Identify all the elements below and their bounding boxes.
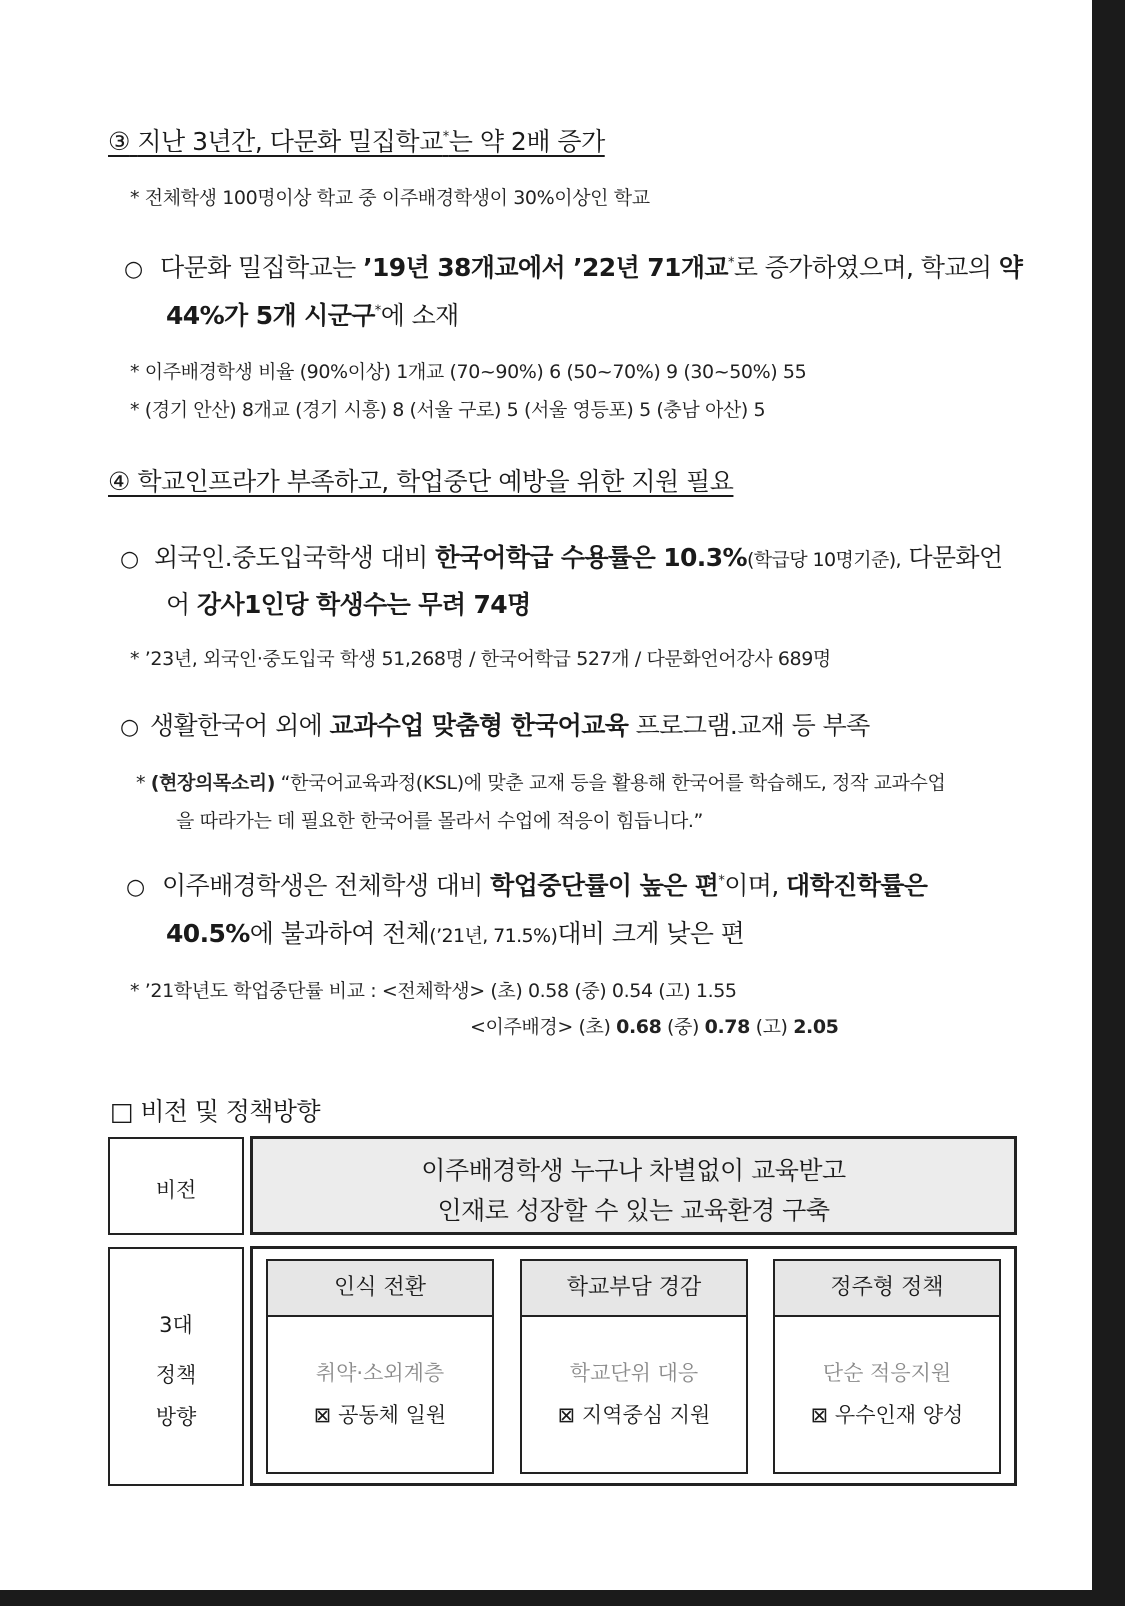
note-value: 2.05 [793,1016,839,1038]
para-text: 에 불과하여 전체 [249,919,430,948]
section3-heading-num: ③ [108,127,130,156]
section4-heading: ④ 학교인프라가 부족하고, 학업중단 예방을 위한 지원 필요 [108,467,734,496]
footnote-marker: * [442,129,449,145]
para-small: (’21년, 71.5%) [429,925,558,947]
section3-heading [108,122,605,158]
section3-paragraph-line2 [166,296,459,332]
field-voice-line1 [136,768,945,795]
vision-label: 비전 [155,1178,197,1202]
para-text: 대비 크게 낮은 편 [557,919,745,948]
para-text: 프로그램.교재 등 부족 [628,711,870,740]
policy-column-to: ⊠ 우수인재 양성 [810,1403,964,1427]
para-text: 외국인.중도입국학생 대비 [153,543,436,572]
policy-label-line2: 정책 [155,1363,197,1387]
vision-heading: □ 비전 및 정책방향 [110,1097,320,1126]
footnote-marker: * [718,873,725,889]
section4-note1: * ’23년, 외국인·중도입국 학생 51,268명 / 한국어학급 527개 / 다문화언어강사 689명 [130,648,831,670]
policy-column-to: ⊠ 공동체 일원 [313,1403,447,1427]
footnote-marker: * [727,255,734,271]
para-bold: 44%가 5개 시군구 [166,301,375,330]
para-bold: 약 [998,253,1023,282]
footnote-star: * [136,772,151,794]
policy-label-line3: 방향 [155,1405,197,1429]
para-bold: 40.5% [166,919,250,948]
para-text: 이며, [724,871,787,900]
para-small: (학급당 10명기준), [746,549,901,571]
section3-heading-tail: 는 약 2배 증가 [448,127,605,156]
vision-line2: 인재로 성장할 수 있는 교육환경 구축 [437,1196,830,1225]
section4-note3 [470,1012,839,1039]
section4-paragraph3-line2 [166,914,744,950]
policy-column-head: 정주형 정책 [775,1261,999,1317]
para-text: 생활한국어 외에 [149,711,330,740]
policy-column-head: 인식 전환 [268,1261,492,1317]
section4-paragraph1-line2 [166,585,531,621]
para-bold: 한국어학급 수용률은 10.3% [435,543,747,572]
para-text: 어 [166,590,197,619]
policy-column-settlement [773,1259,1001,1474]
section4-paragraph1-line1 [120,538,1003,574]
policy-label-cell [108,1247,244,1486]
note-text: (중) [661,1016,705,1038]
policy-column-from: 취약·소외계층 [315,1361,445,1385]
policy-column-from: 단순 적응지원 [822,1361,952,1385]
para-bold: 교과수업 맞춤형 한국어교육 [329,711,629,740]
para-text: 에 소재 [380,301,459,330]
section3-note: * 전체학생 100명이상 학교 중 이주배경학생이 30%이상인 학교 [130,187,650,209]
section3-paragraph-line1 [124,248,1022,284]
vision-line1: 이주배경학생 누구나 차별없이 교육받고 [421,1156,846,1185]
vision-statement-box [250,1136,1017,1235]
note-value: 0.78 [704,1016,750,1038]
footnote-marker: * [374,303,381,319]
policy-column-school-burden [520,1259,748,1474]
policy-column-from: 학교단위 대응 [569,1361,699,1385]
para-bold: 대학진학률은 [786,871,928,900]
section3-heading-text: 지난 3년간, 다문화 밀집학교 [137,127,443,156]
para-bold: 강사1인당 학생수는 무려 74명 [196,590,531,619]
section4-paragraph3-line1 [126,866,927,902]
para-text: 다문화 밀집학교는 [159,253,364,282]
note-text: <이주배경> (초) [470,1016,617,1038]
para-text: 다문화언 [900,543,1003,572]
para-bold: ’19년 38개교에서 ’22년 71개교 [363,253,728,282]
field-voice-text: “한국어교육과정(KSL)에 맞춘 교재 등을 활용해 한국어를 학습해도, 정작 교과수업 [275,772,946,794]
policy-column-head: 학교부담 경감 [522,1261,746,1317]
policy-column-awareness [266,1259,494,1474]
note-text: (고) [749,1016,794,1038]
policy-column-to: ⊠ 지역중심 지원 [557,1403,711,1427]
bullet-circle: ○ [120,715,139,740]
section3-note3: * (경기 안산) 8개교 (경기 시흥) 8 (서울 구로) 5 (서울 영등포) 5 (충남 아산) 5 [130,399,766,421]
para-bold: 학업중단률이 높은 편 [490,871,719,900]
field-voice-label: (현장의목소리) [150,772,276,794]
para-text: 로 증가하였으며, 학교의 [733,253,999,282]
section4-paragraph2 [120,706,870,742]
bullet-circle: ○ [124,257,143,282]
bullet-circle: ○ [120,547,139,572]
vision-label-cell [108,1137,244,1235]
para-text: 이주배경학생은 전체학생 대비 [161,871,491,900]
section4-note2: * ’21학년도 학업중단률 비교 : <전체학생> (초) 0.58 (중) 0.54 (고) 1.55 [130,980,737,1002]
bullet-circle: ○ [126,875,145,900]
field-voice-line2: 을 따라가는 데 필요한 한국어를 몰라서 수업에 적응이 힘듭니다.” [176,810,704,832]
note-value: 0.68 [616,1016,662,1038]
section3-note2: * 이주배경학생 비율 (90%이상) 1개교 (70~90%) 6 (50~70%) 9 (30~50%) 55 [130,361,807,383]
policy-label-line1: 3대 [159,1313,193,1337]
